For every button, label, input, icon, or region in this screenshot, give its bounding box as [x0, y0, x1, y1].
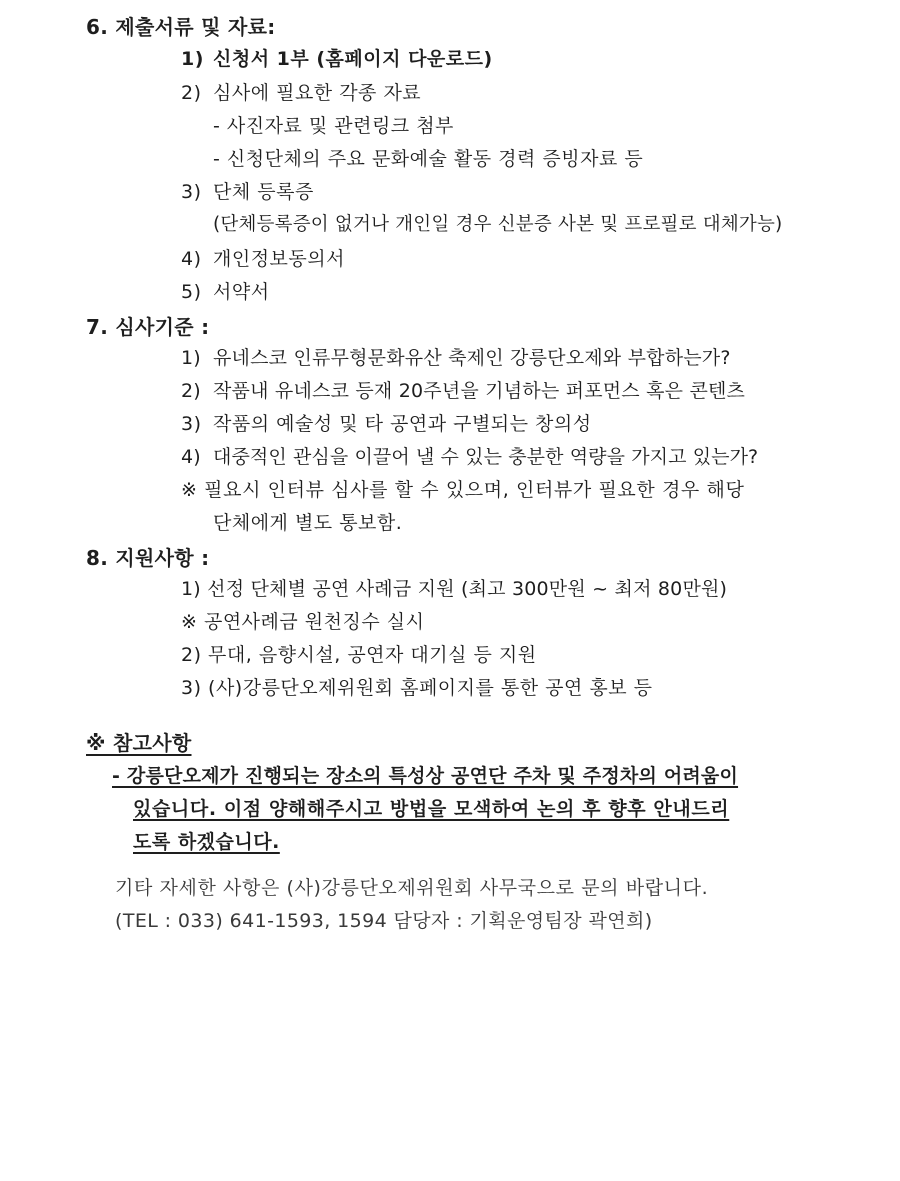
section-6-item-5: 5) 서약서	[181, 281, 270, 303]
section-8-item-1-note: ※ 공연사례금 원천징수 실시	[181, 611, 425, 633]
reference-line-1: - 강릉단오제가 진행되는 장소의 특성상 공연단 주차 및 주정차의 어려움이	[112, 765, 739, 787]
section-6-title: 6. 제출서류 및 자료:	[86, 15, 276, 39]
section-6-item-1: 1) 신청서 1부 (홈페이지 다운로드)	[181, 48, 493, 70]
section-7-item-1: 1) 유네스코 인류무형문화유산 축제인 강릉단오제와 부합하는가?	[181, 347, 731, 369]
section-8-title: 8. 지원사항 :	[86, 546, 210, 570]
section-7-note-line-2: 단체에게 별도 통보함.	[213, 512, 403, 534]
contact-line-1: 기타 자세한 사항은 (사)강릉단오제위원회 사무국으로 문의 바랍니다.	[115, 877, 709, 899]
section-7-item-2: 2) 작품내 유네스코 등재 20주년을 기념하는 퍼포먼스 혹은 콘텐츠	[181, 380, 746, 402]
section-8-item-2: 2) 무대, 음향시설, 공연자 대기실 등 지원	[181, 644, 537, 666]
section-7-item-4: 4) 대중적인 관심을 이끌어 낼 수 있는 충분한 역량을 가지고 있는가?	[181, 446, 759, 468]
section-8-item-1: 1) 선정 단체별 공연 사례금 지원 (최고 300만원 ~ 최저 80만원)	[181, 578, 728, 600]
contact-line-2: (TEL : 033) 641-1593, 1594 담당자 : 기획운영팀장 곽연희)	[115, 910, 653, 932]
section-8-item-3: 3) (사)강릉단오제위원회 홈페이지를 통한 공연 홍보 등	[181, 677, 653, 699]
reference-line-3: 도록 하겠습니다.	[133, 831, 280, 853]
section-7-item-3: 3) 작품의 예술성 및 타 공연과 구별되는 창의성	[181, 413, 592, 435]
section-6-item-4: 4) 개인정보동의서	[181, 248, 345, 270]
section-6-item-3-note: (단체등록증이 없거나 개인일 경우 신분증 사본 및 프로필로 대체가능)	[213, 214, 783, 235]
section-6-subitem-evidence: - 신청단체의 주요 문화예술 활동 경력 증빙자료 등	[213, 148, 644, 170]
section-6-item-2: 2) 심사에 필요한 각종 자료	[181, 82, 422, 104]
section-7-title: 7. 심사기준 :	[86, 315, 210, 339]
section-6-subitem-photos: - 사진자료 및 관련링크 첨부	[213, 115, 454, 137]
reference-title: ※ 참고사항	[86, 731, 192, 755]
section-7-note-line-1: ※ 필요시 인터뷰 심사를 할 수 있으며, 인터뷰가 필요한 경우 해당	[181, 479, 745, 501]
section-6-item-3: 3) 단체 등록증	[181, 181, 314, 203]
reference-line-2: 있습니다. 이점 양해해주시고 방법을 모색하여 논의 후 향후 안내드리	[133, 798, 730, 820]
